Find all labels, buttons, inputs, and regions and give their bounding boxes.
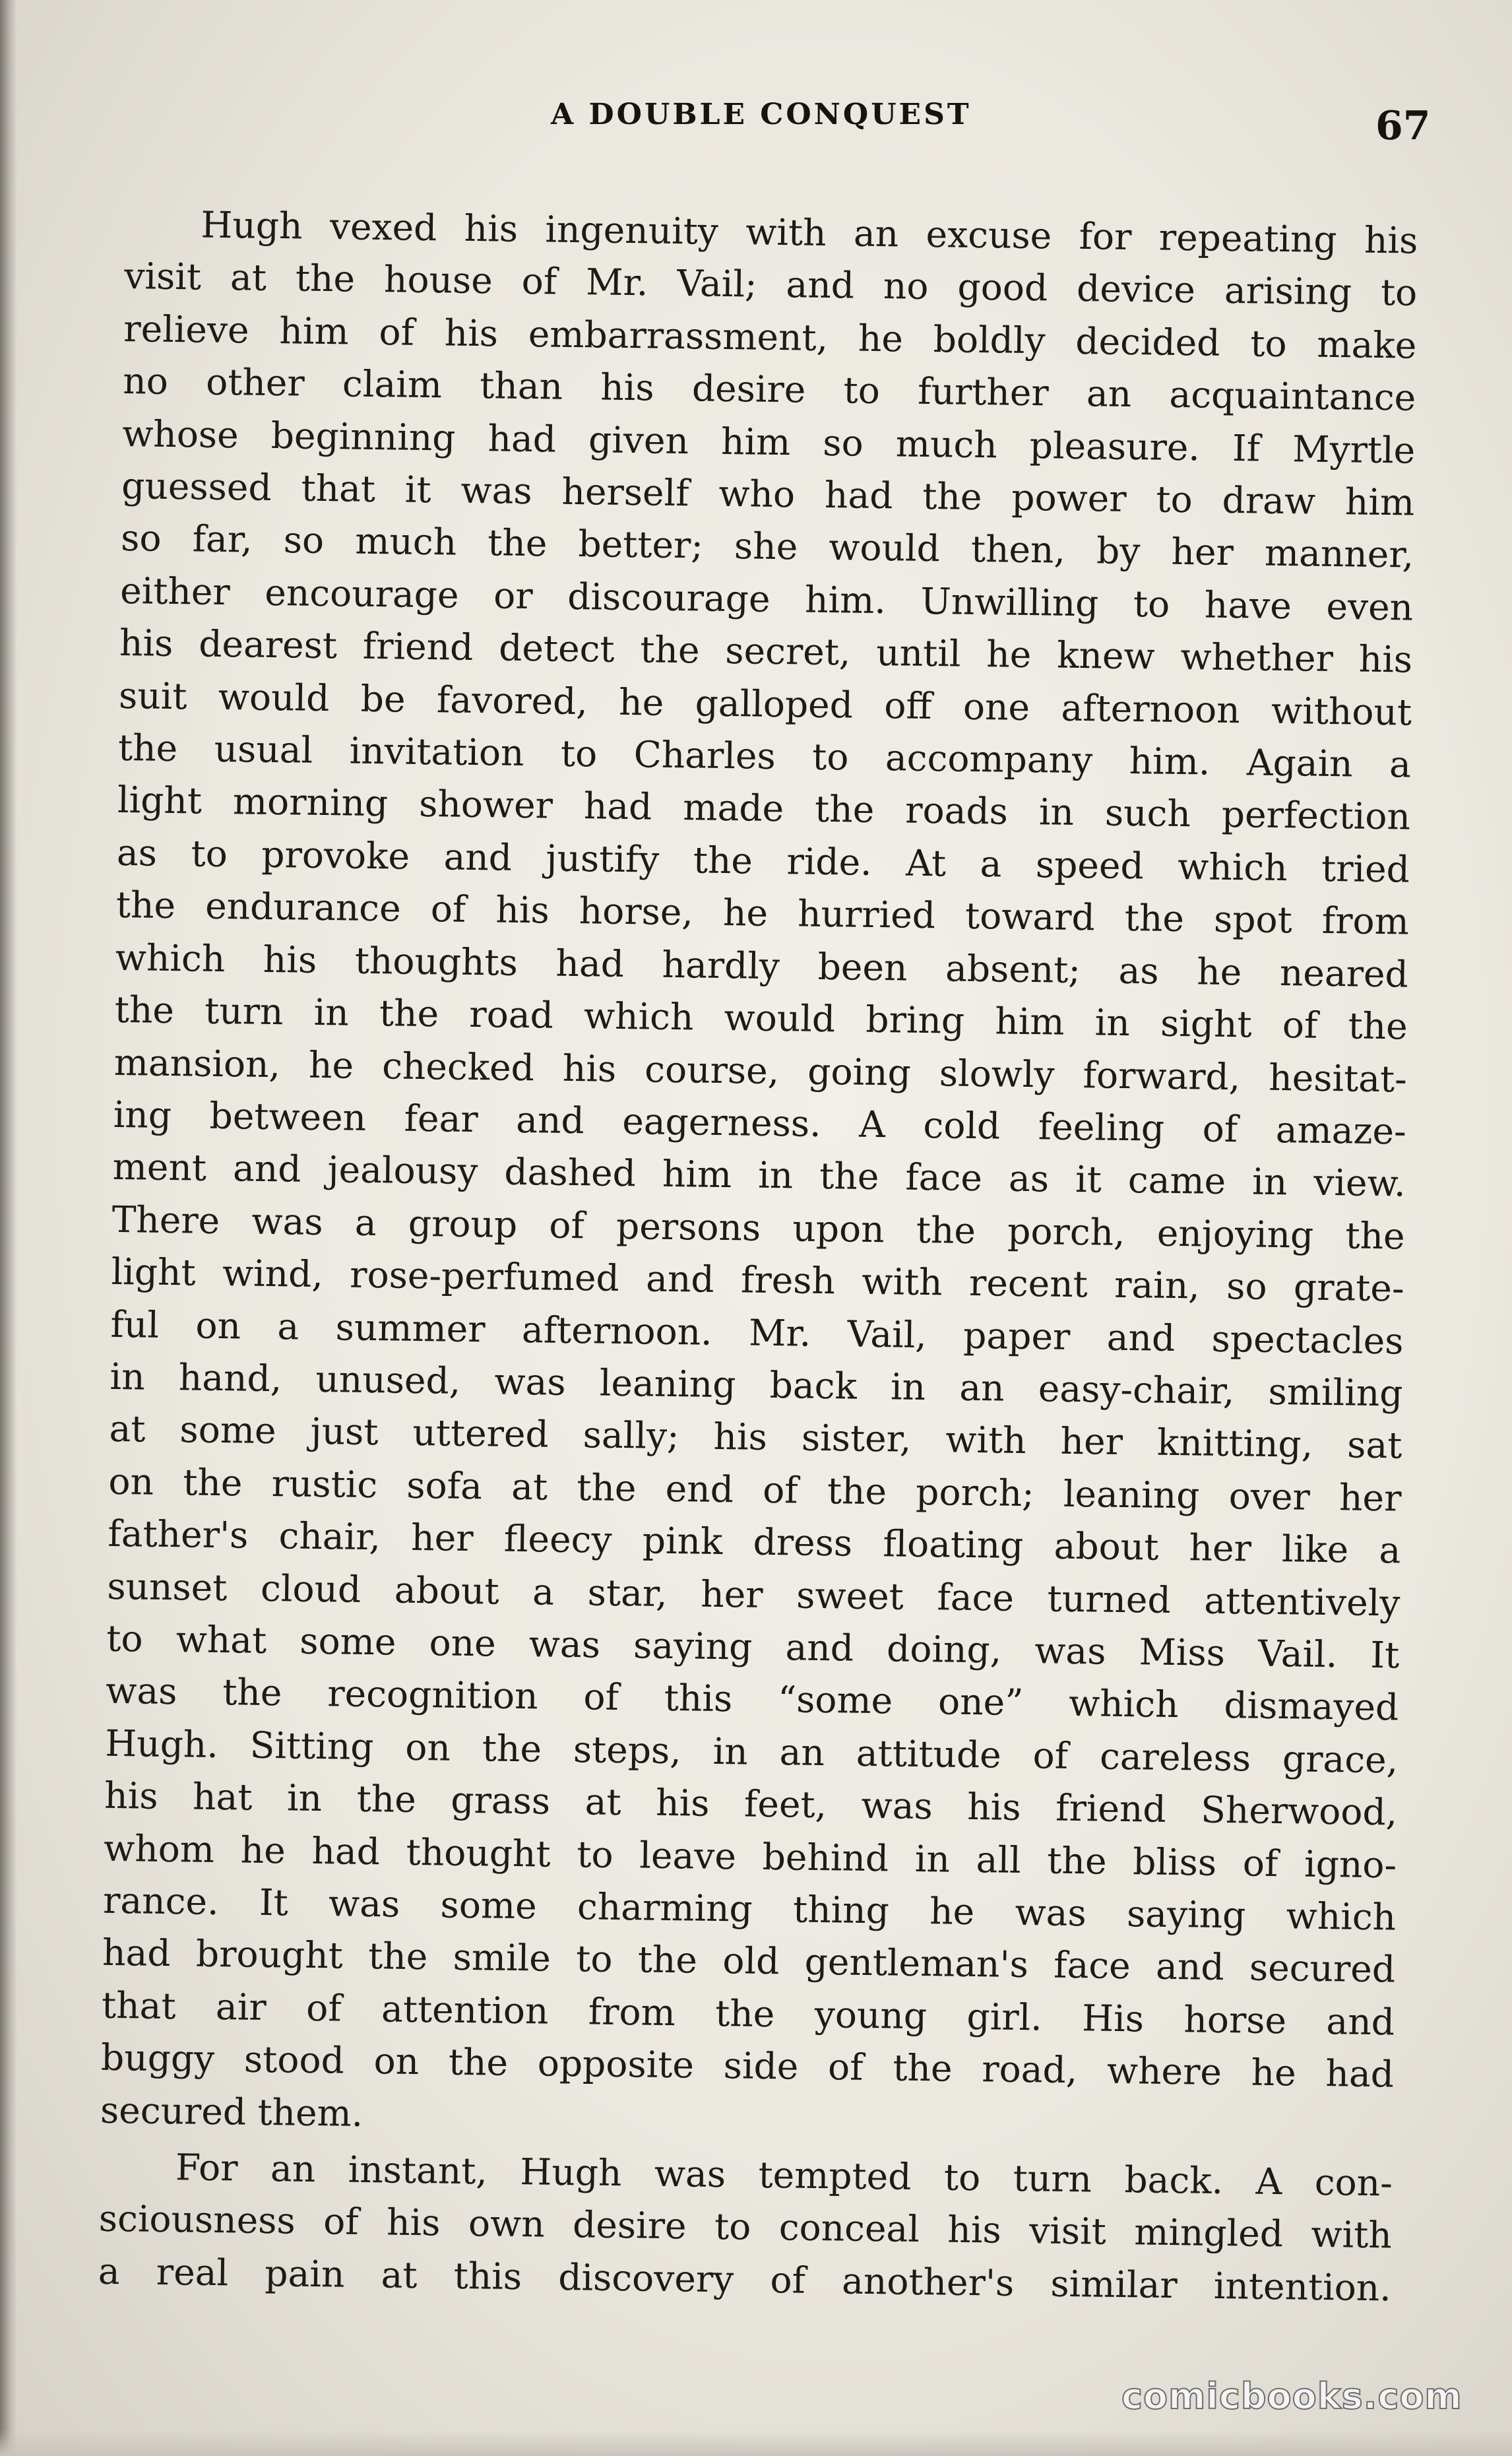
text-line: Hugh vexed his ingenuity with an excuse for repeating his [201, 203, 1418, 262]
text-line: mansion, he checked his course, going slowly forward, hesitat- [113, 1041, 1408, 1101]
text-line: light morning shower had made the roads in such perfection [117, 779, 1411, 839]
page-bottom-shadow [0, 2430, 1512, 2456]
text-line: in hand, unused, was leaning back in an easy-chair, smiling [110, 1355, 1403, 1415]
text-line: rance. It was some charming thing he was saying which [102, 1879, 1397, 1939]
text-line: relieve him of his embarrassment, he boldly decided to make [123, 307, 1417, 367]
text-line: ful on a summer afternoon. Mr. Vail, paper and spectacles [110, 1303, 1404, 1363]
text-line: the turn in the road which would bring him in sight of the [114, 988, 1408, 1048]
text-line: For an instant, Hugh was tempted to turn back. A con- [175, 2146, 1393, 2205]
text-line: sunset cloud about a star, her sweet face turned attentively [107, 1565, 1401, 1625]
text-line: so far, so much the better; she would then, by her manner, [120, 517, 1414, 577]
text-line: his hat in the grass at his feet, was his friend Sherwood, [104, 1774, 1398, 1834]
text-line: light wind, rose-perfumed and fresh with recent rain, so grate- [111, 1250, 1404, 1310]
page-number: 67 [1375, 103, 1431, 149]
paragraph [100, 198, 1418, 2153]
text-line: to what some one was saying and doing, was Miss Vail. It [106, 1617, 1400, 1677]
text-line: had brought the smile to the old gentleman's face and secured [102, 1931, 1396, 1991]
text-line: ment and jealousy dashed him in the face as it came in view. [112, 1146, 1406, 1205]
text-line: whom he had thought to leave behind in all the bliss of igno- [103, 1826, 1397, 1887]
text-line: as to provoke and justify the ride. At a speed which tried [116, 831, 1410, 891]
text-line: that air of attention from the young girl. His horse and [101, 1984, 1395, 2044]
text-line: no other claim than his desire to further an acquaintance [122, 360, 1416, 419]
text-line: sciousness of his own desire to conceal his visit mingled with [98, 2197, 1393, 2257]
text-line: was the recognition of this “some one” which dismayed [105, 1669, 1399, 1729]
text-line: suit would be favored, he galloped off one afternoon without [118, 674, 1412, 734]
text-line: the endurance of his horse, he hurried toward the spot from [115, 884, 1410, 943]
text-line: whose beginning had given him so much pleasure. If Myrtle [121, 412, 1416, 472]
text-line: his dearest friend detect the secret, until he knew whether his [119, 622, 1413, 681]
text-line: on the rustic sofa at the end of the porch; leaning over her [108, 1460, 1402, 1520]
text-line: at some just uttered sally; his sister, with her knitting, sat [109, 1407, 1402, 1467]
text-line: Hugh. Sitting on the steps, in an attitude of careless grace, [104, 1722, 1399, 1782]
body-text [98, 198, 1418, 2315]
text-line: secured them. [100, 2088, 363, 2135]
running-head: A DOUBLE CONQUEST [551, 98, 972, 131]
text-line: a real pain at this discovery of another's similar intention. [98, 2249, 1392, 2310]
text-line: ing between fear and eagerness. A cold feeling of amaze- [113, 1093, 1407, 1153]
page-header [0, 98, 1512, 150]
text-line: which his thoughts had hardly been absent; as he neared [115, 936, 1409, 996]
text-line: There was a group of persons upon the porch, enjoying the [111, 1198, 1405, 1258]
text-line: father's chair, her fleecy pink dress floating about her like a [108, 1512, 1401, 1572]
watermark: comicbooks.com [1121, 2375, 1463, 2417]
text-line: guessed that it was herself who had the power to draw him [121, 464, 1415, 524]
page-gutter-shadow [0, 0, 17, 2456]
text-line: the usual invitation to Charles to accompany him. Again a [117, 726, 1412, 786]
text-line: either encourage or discourage him. Unwilling to have even [119, 569, 1414, 629]
paragraph [98, 2141, 1393, 2315]
text-line: visit at the house of Mr. Vail; and no good device arising to [124, 255, 1418, 315]
text-line: buggy stood on the opposite side of the road, where he had [100, 2036, 1395, 2096]
